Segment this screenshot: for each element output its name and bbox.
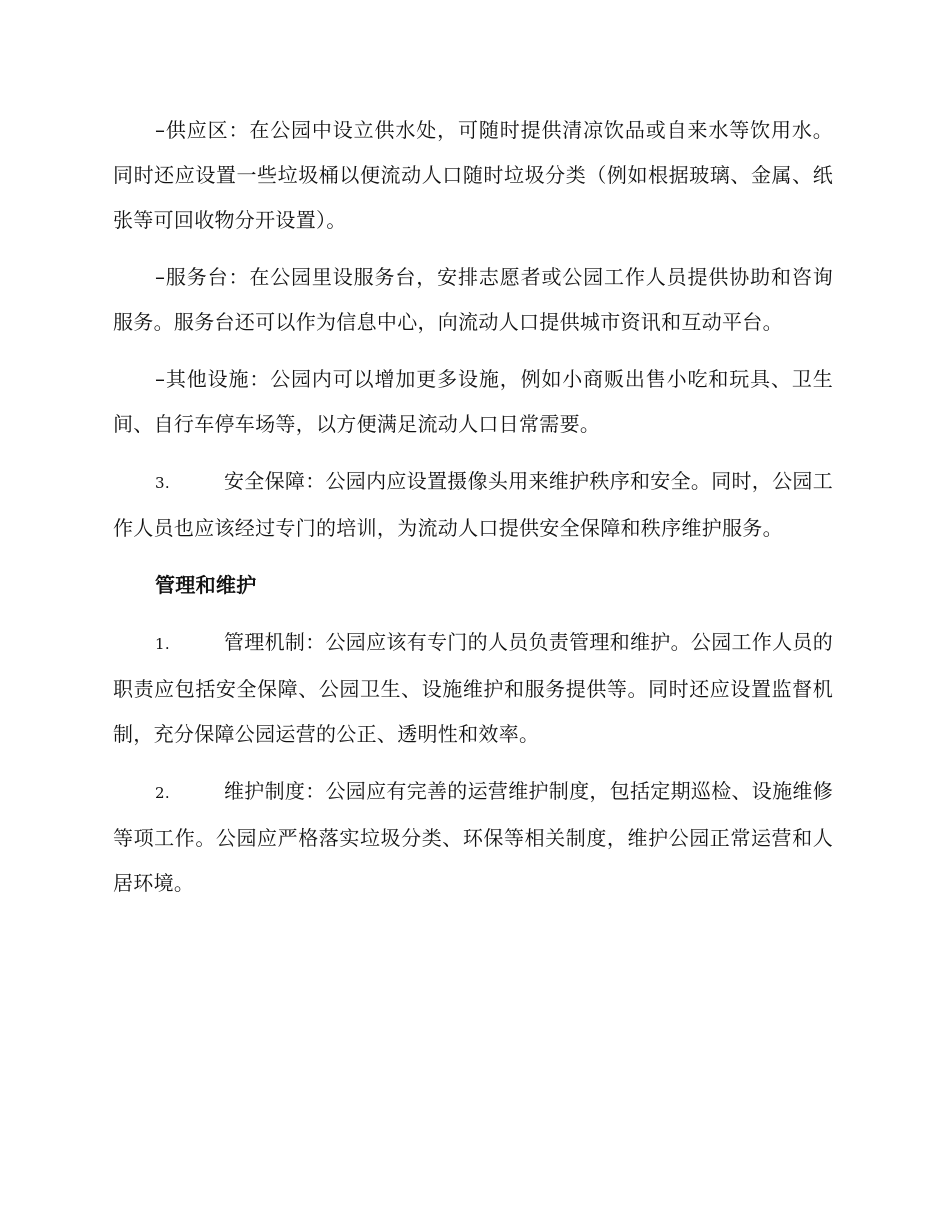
paragraph-other-facilities: –其他设施：公园内可以增加更多设施，例如小商贩出售小吃和玩具、卫生间、自行车停车场等，以方便满足流动人口日常需要。 (113, 367, 833, 436)
paragraph-service-desk: –服务台：在公园里设服务台，安排志愿者或公园工作人员提供协助和咨询服务。服务台还可以作为信息中心，向流动人口提供城市资讯和互动平台。 (113, 265, 833, 334)
list-item-number: 2. (155, 784, 170, 802)
section-heading: 管理和维护 (155, 573, 257, 597)
paragraph-supply-area: –供应区：在公园中设立供水处，可随时提供清凉饮品或自来水等饮用水。同时还应设置一些垃圾桶以便流动人口随时垃圾分类（例如根据玻璃、金属、纸张等可回收物分开设置）。 (113, 118, 833, 232)
list-item-management-mechanism (113, 620, 833, 757)
list-item-security (113, 459, 833, 551)
list-item-maintenance-system (113, 769, 833, 906)
list-item-text: 维护制度：公园应有完善的运营维护制度，包括定期巡检、设施维修等项工作。公园应严格落实垃圾分类、环保等相关制度，维护公园正常运营和人居环境。 (113, 779, 833, 895)
list-item-number: 1. (155, 635, 170, 653)
list-item-text: 安全保障：公园内应设置摄像头用来维护秩序和安全。同时，公园工作人员也应该经过专门的培训，为流动人口提供安全保障和秩序维护服务。 (113, 469, 833, 540)
document-body (113, 108, 833, 918)
list-item-number: 3. (155, 474, 170, 492)
list-item-text: 管理机制：公园应该有专门的人员负责管理和维护。公园工作人员的职责应包括安全保障、公园卫生、设施维护和服务提供等。同时还应设置监督机制，充分保障公园运营的公正、透明性和效率。 (113, 630, 833, 746)
